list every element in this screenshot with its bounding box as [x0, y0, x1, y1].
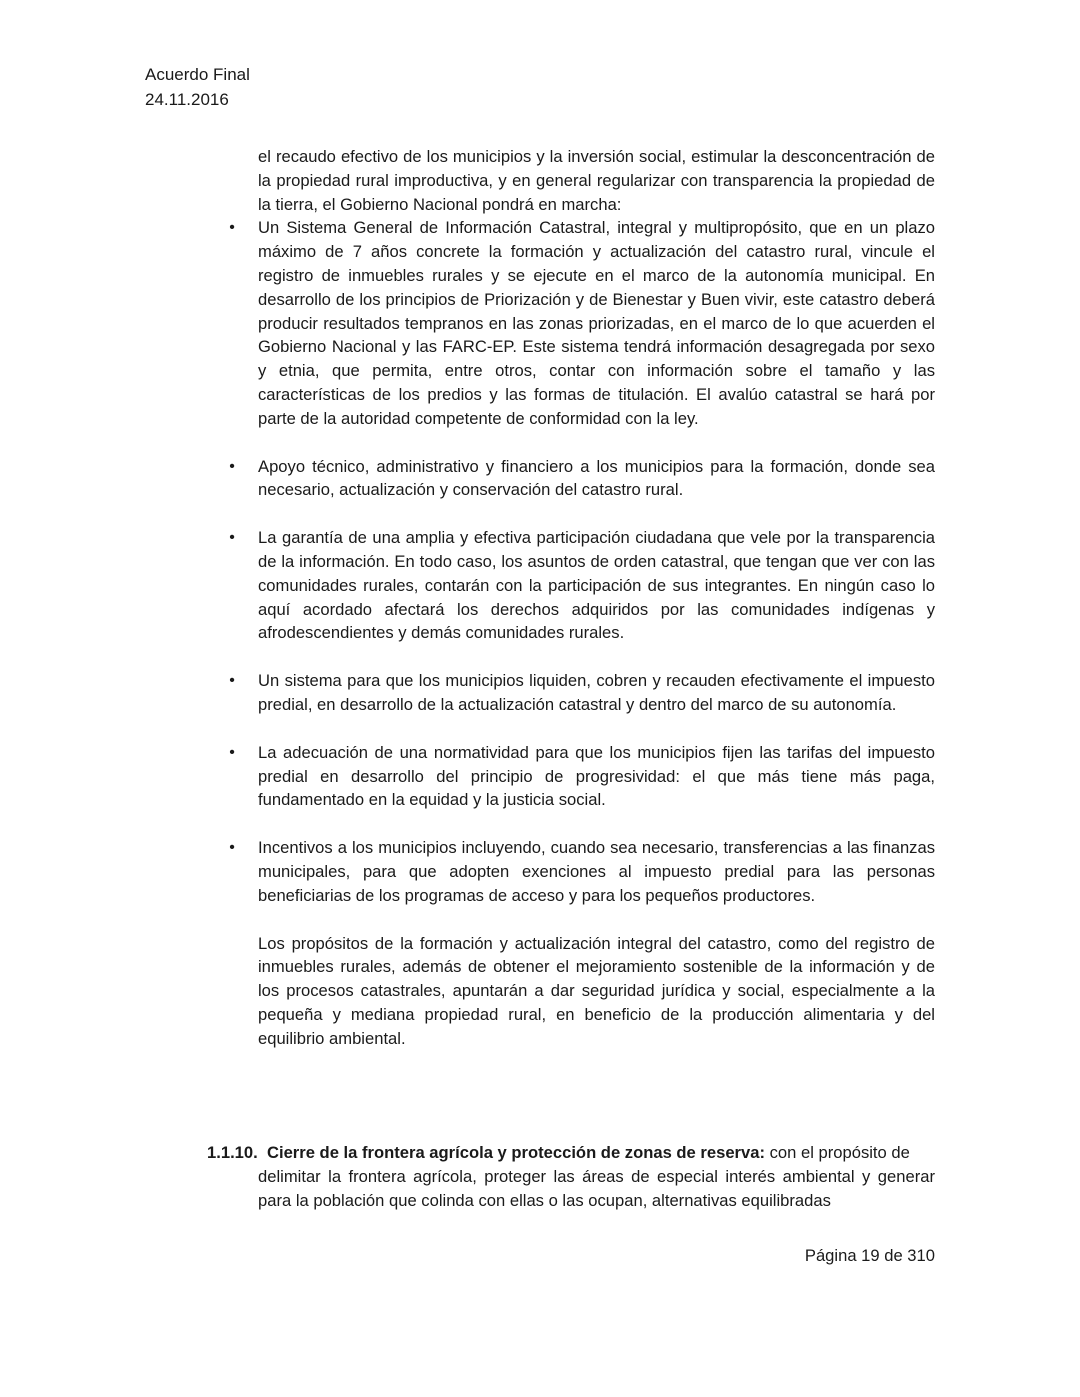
section-1-1-10: [207, 1141, 935, 1212]
bullet-item-regulation: [229, 741, 935, 812]
bullet-text: Apoyo técnico, administrativo y financiero a los municipios para la formación, donde sea necesario, actualización y conservación del catastro rural.: [258, 456, 935, 500]
document-date: 24.11.2016: [145, 90, 229, 109]
bullet-item-catastro-system: [229, 216, 935, 430]
intro-paragraph: el recaudo efectivo de los municipios y la inversión social, estimular la desconcentración de la propiedad rural improductiva, y en general regularizar con transparencia la propiedad de la tierra, el Gobierno Nacional pondrá en marcha:: [258, 147, 935, 214]
bullet-icon: •: [229, 457, 235, 475]
bullet-icon: •: [229, 672, 235, 690]
bullet-icon: •: [229, 529, 235, 547]
section-continuation: delimitar la frontera agrícola, proteger las áreas de especial interés ambiental y generar para la población que colinda con ellas o las ocupan, alternativas equilibradas: [258, 1166, 935, 1210]
document-header: [145, 62, 250, 112]
section-number: 1.1.10.: [207, 1143, 258, 1162]
bullet-item-citizen-participation: [229, 526, 935, 645]
bullet-text: La garantía de una amplia y efectiva participación ciudadana que vele por la transparencia de la información. En todo caso, los asuntos de orden catastral, que tengan que ver con las comunidades rurales, contarán con la participación de sus integrantes. En ningún caso lo aquí acordado afectará los derechos adquiridos por las comunidades indígenas y afrodescendientes y demás comunidades rurales.: [258, 528, 935, 643]
bullet-item-incentives: [229, 836, 935, 907]
bullet-item-technical-support: [229, 455, 935, 503]
bullet-icon: •: [229, 839, 235, 857]
bullet-item-tax-system: [229, 669, 935, 717]
bullet-text: Incentivos a los municipios incluyendo, cuando sea necesario, transferencias a las finanzas municipales, para que adopten exenciones al impuesto predial para las personas beneficiarias de los programas de acceso y para los pequeños productores.: [258, 838, 935, 905]
document-body: [229, 145, 935, 1051]
bullet-text: Un sistema para que los municipios liquiden, cobren y recauden efectivamente el impuesto predial, en desarrollo de la actualización catastral y dentro del marco de su autonomía.: [258, 671, 935, 714]
section-heading-line: [207, 1141, 935, 1165]
bullet-icon: •: [229, 743, 235, 761]
bullet-text: Un Sistema General de Información Catastral, integral y multipropósito, que en un plazo máximo de 7 años concrete la formación y actualización del catastro rural, vincule el registro de inmuebles rurales y se ejecute en el marco de la autonomía municipal. En desarrollo de los principios de Priorización y de Bienestar y Buen vivir, este catastro deberá producir resultados tempranos en las zonas priorizadas, en el marco de lo que acuerden el Gobierno Nacional y las FARC-EP. Este sistema tendrá información desagregada por sexo y etnia, que permita, entre otros, contar con información sobre el tamaño y las características de los predios y las formas de titulación. El avalúo catastral se hará por parte de la autoridad competente de conformidad con la ley.: [258, 218, 935, 428]
page-number: Página 19 de 310: [804, 1246, 935, 1265]
closing-paragraph: Los propósitos de la formación y actualización integral del catastro, como del registro de inmuebles rurales, además de obtener el mejoramiento sostenible de la información y de los procesos catastrales, apuntarán a dar seguridad jurídica y social, especialmente a la pequeña y mediana propiedad rural, en beneficio de la producción alimentaria y del equilibrio ambiental.: [258, 933, 935, 1048]
bullet-icon: •: [229, 219, 235, 237]
section-lead: con el propósito de: [769, 1143, 910, 1162]
bullet-text: La adecuación de una normatividad para que los municipios fijen las tarifas del impuesto predial en desarrollo del principio de progresividad: el que más tiene más paga, fundamentado en la equidad y la justicia social.: [258, 742, 935, 810]
section-title: Cierre de la frontera agrícola y protección de zonas de reserva:: [266, 1143, 765, 1162]
document-title: Acuerdo Final: [145, 65, 250, 84]
